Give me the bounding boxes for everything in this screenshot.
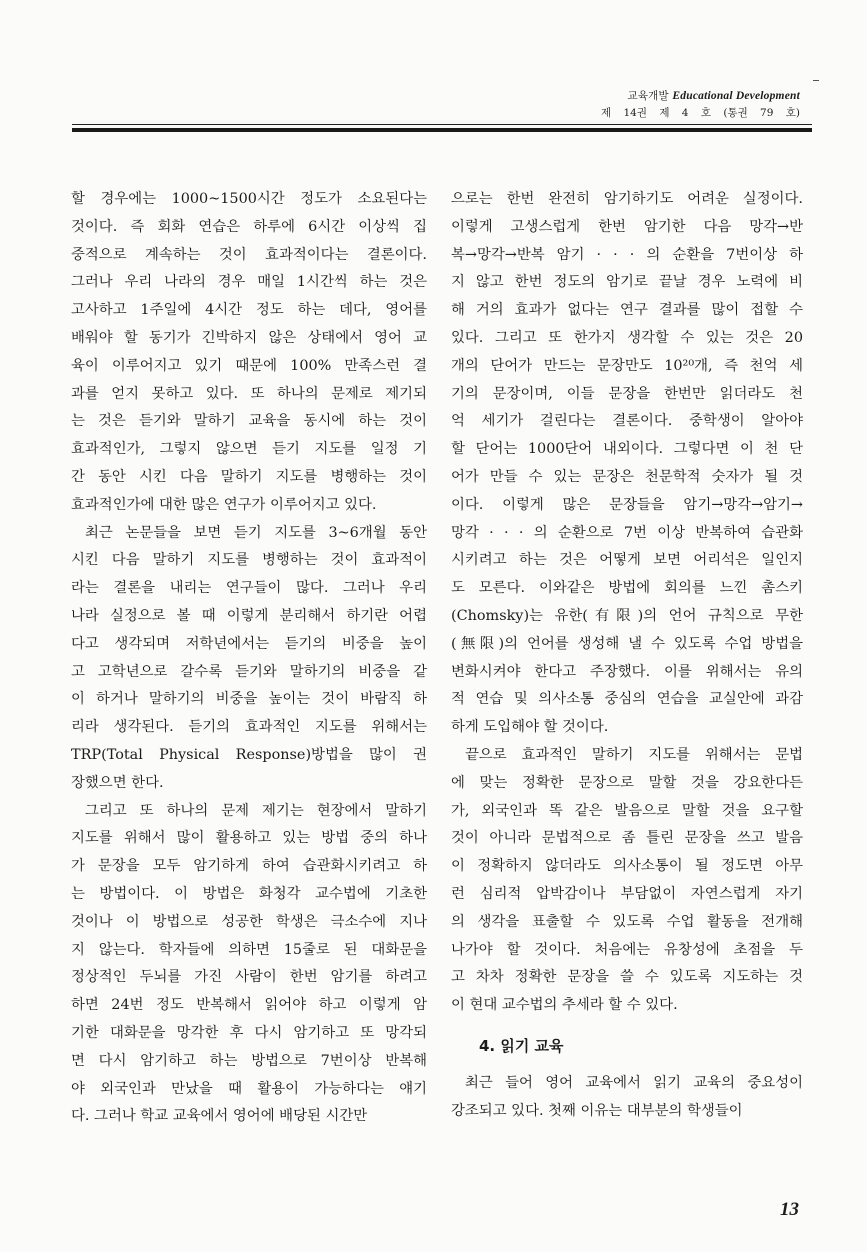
text-line: 이 하거나 말하기의 비중을 높이는 것이 바람직 하 [71,691,427,708]
text-line: 라는 결론을 내리는 연구들이 많다. 그러나 우리 [71,580,427,597]
right-column-body-b [451,1070,803,1126]
text-line: 억 세기가 걸린다는 결론이다. 중학생이 알아야 [451,413,803,430]
text-line: 시킨 다음 말하기 지도를 병행하는 것이 효과적이 [71,552,427,569]
text-line: 과를 얻지 못하고 있다. 또 하나의 문제로 제기되 [71,385,427,402]
header-rule-thin [72,124,812,125]
text-line: 그러나 우리 나라의 경우 매일 1시간씩 하는 것은 [71,274,427,291]
section-heading: 4. 읽기 교육 [479,1036,564,1055]
total-issue: (통권 79 호) [723,107,800,119]
text-line: 나가야 할 것이다. 처음에는 유창성에 초점을 두 [451,941,803,958]
journal-title-en: Educational Development [672,90,800,102]
right-column [451,186,803,1126]
issue-number: 제 4 호 [659,107,711,119]
text-line: 그리고 또 하나의 문제 제기는 현장에서 말하기 [85,802,427,819]
text-line: 중적으로 계속하는 것이 효과적이다는 결론이다. [71,246,427,263]
issue-info [601,105,800,120]
text-line: 는 것은 듣기와 말하기 교육을 동시에 하는 것이 [71,413,427,430]
text-line: 가, 외국인과 똑 같은 발음으로 말할 것을 요구할 [451,802,803,819]
text-line: TRP(Total Physical Response)방법을 많이 권 [71,746,427,763]
right-column-body-a [451,186,803,1020]
text-line: 할 단어는 1000단어 내외이다. 그렇다면 이 천 단 [451,441,803,458]
text-line: 면 다시 암기하고 하는 방법으로 7번이상 반복해 [71,1052,427,1069]
text-line: 있다. 그리고 또 한가지 생각할 수 있는 것은 20 [451,329,803,346]
text-line: 어가 만들 수 있는 문장은 천문학적 숫자가 될 것 [451,468,803,485]
text-line: 야 외국인과 만났을 때 활용이 가능하다는 얘기 [71,1080,427,1097]
text-line: 도 모른다. 이와같은 방법에 회의를 느낀 촘스키 [451,580,803,597]
text-line: 적 연습 및 의사소통 중심의 연습을 교실안에 과감 [451,691,803,708]
journal-title-ko: 교육개발 [627,90,669,102]
text-line: 지 않는다. 학자들에 의하면 15줄로 된 대화문을 [71,941,427,958]
text-line: 다. 그러나 학교 교육에서 영어에 배당된 시간만 [71,1108,368,1125]
left-column [71,186,427,1131]
text-line: 장했으면 한다. [71,774,164,791]
text-line: 다고 생각되며 저학년에서는 듣기의 비중을 높이 [71,635,427,652]
text-line: 강조되고 있다. 첫째 이유는 대부분의 학생들이 [451,1102,743,1119]
text-line: 망각 · · · 의 순환으로 7번 이상 반복하여 습관화 [451,524,803,541]
text-line: 간 동안 시킨 다음 말하기 지도를 병행하는 것이 [71,468,427,485]
running-header [601,88,800,120]
text-line: 고 고학년으로 갈수록 듣기와 말하기의 비중을 같 [71,663,427,680]
text-line: 고사하고 1주일에 4시간 정도 하는 데다, 영어를 [71,302,427,319]
text-line: 끝으로 효과적인 말하기 지도를 위해서는 문법 [465,746,803,763]
text-line: 고 차차 정확한 문장을 쓸 수 있도록 지도하는 것 [451,969,803,986]
text-line: 개의 단어가 만드는 문장만도 10²⁰개, 즉 천억 세 [451,357,803,374]
text-line: 기의 문장이며, 이들 문장을 한번만 읽더라도 천 [451,385,803,402]
text-line: 육이 이루어지고 있기 때문에 100% 만족스런 결 [71,357,427,374]
text-line: 지 않고 한번 정도의 암기로 끝날 경우 노력에 비 [451,274,803,291]
text-line: 정상적인 두뇌를 가진 사람이 한번 암기를 하려고 [71,969,427,986]
text-line: 효과적인가에 대한 많은 연구가 이루어지고 있다. [71,496,377,513]
text-line: 나라 실정으로 볼 때 이렇게 분리해서 하기란 어렵 [71,607,427,624]
text-line: 할 경우에는 1000~1500시간 정도가 소요된다는 [71,191,427,207]
text-line: 이다. 이렇게 많은 문장들을 암기→망각→암기→ [451,496,803,513]
text-line: 변화시켜야 한다고 주장했다. 이를 위해서는 유의 [451,663,803,680]
page-number: 13 [780,1199,799,1220]
text-line: 이 정확하지 않더라도 의사소통이 될 정도면 아무 [451,858,803,875]
text-line: 에 맞는 정확한 문장으로 말할 것을 강요한다든 [451,774,803,791]
volume: 제 14권 [600,107,647,119]
text-line: 하면 24번 정도 반복해서 읽어야 하고 이렇게 암 [71,997,427,1014]
text-line: 최근 논문들을 보면 듣기 지도를 3~6개월 동안 [85,524,427,541]
text-line: 으로는 한번 완전히 암기하기도 어려운 실정이다. [451,191,803,207]
text-line: 시키려고 하는 것은 어떻게 보면 어리석은 일인지 [451,552,803,569]
text-line: 하게 도입해야 할 것이다. [451,719,609,736]
text-line: 효과적인가, 그렇지 않으면 듣기 지도를 일정 기 [71,441,427,458]
text-line: 것이 아니라 문법적으로 좀 틀린 문장을 쓰고 발음 [451,830,803,847]
corner-mark [813,80,819,81]
text-line: 기한 대화문을 망각한 후 다시 암기하고 또 망각되 [71,1024,427,1041]
text-line: 해 거의 효과가 없다는 연구 결과를 많이 접할 수 [451,302,803,319]
text-line: 는 방법이다. 이 방법은 화청각 교수법에 기초한 [71,885,427,902]
text-line: 최근 들어 영어 교육에서 읽기 교육의 중요성이 [465,1074,803,1091]
text-line: (Chomsky)는 유한(有限)의 언어 규칙으로 무한 [451,607,803,624]
text-line: 복→망각→반복 암기 · · · 의 순환을 7번이상 하 [451,246,803,263]
text-line: 이 현대 교수법의 추세라 할 수 있다. [451,997,678,1014]
text-line: (無限)의 언어를 생성해 낼 수 있도록 수업 방법을 [451,635,803,652]
text-line: 것이다. 즉 회화 연습은 하루에 6시간 이상씩 집 [71,218,427,235]
text-line: 이렇게 고생스럽게 한번 암기한 다음 망각→반 [451,218,803,235]
text-line: 지도를 위해서 많이 활용하고 있는 방법 중의 하나 [71,830,427,847]
text-line: 런 심리적 압박감이나 부담없이 자연스럽게 자기 [451,885,803,902]
text-line: 의 생각을 표출할 수 있도록 수업 활동을 전개해 [451,913,803,930]
text-line: 것이나 이 방법으로 성공한 학생은 극소수에 지나 [71,913,427,930]
text-line: 가 문장을 모두 암기하게 하여 습관화시키려고 하 [71,858,427,875]
text-line: 배워야 할 동기가 긴박하지 않은 상태에서 영어 교 [71,329,427,346]
journal-title [601,88,800,103]
text-line: 리라 생각된다. 듣기의 효과적인 지도를 위해서는 [71,719,427,736]
header-rule-thick [72,128,812,132]
